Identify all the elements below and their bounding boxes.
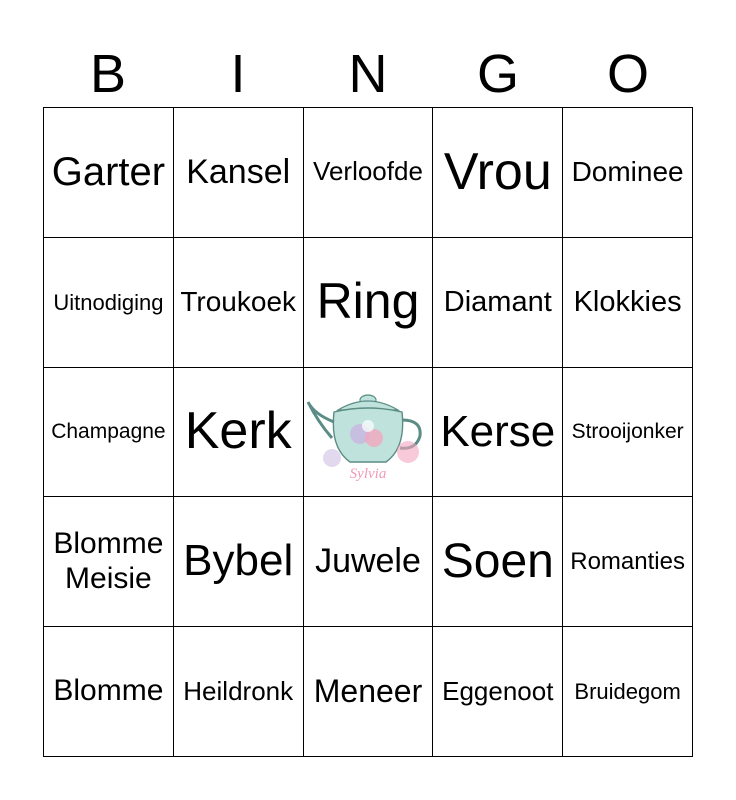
cell-ring[interactable] (304, 238, 434, 368)
free-space-cell[interactable] (304, 368, 434, 498)
cell-label: Heildronk (183, 675, 294, 706)
cell-label: Strooijonker (571, 419, 684, 443)
cell-label: Troukoek (180, 286, 297, 318)
signature-text: Sylvia (349, 465, 387, 482)
cell-strooijonker[interactable] (563, 368, 693, 498)
cell-heildronk[interactable] (174, 627, 304, 757)
cell-soen[interactable] (433, 497, 563, 627)
cell-label: Kansel (186, 152, 291, 191)
cell-blomme[interactable] (44, 627, 174, 757)
cell-label: Garter (51, 150, 166, 195)
cell-label: Juwele (315, 542, 421, 581)
cell-label: Meneer (313, 673, 423, 710)
cell-label: Blomme Meisie (53, 527, 164, 595)
cell-label: Eggenoot (442, 675, 554, 706)
cell-juwele[interactable] (304, 497, 434, 627)
cell-kansel[interactable] (174, 108, 304, 238)
header-letter-g: G (476, 44, 519, 104)
cell-label: Bybel (183, 536, 294, 586)
cell-dominee[interactable] (563, 108, 693, 238)
header-letter-i: I (230, 44, 246, 104)
cell-blomme-meisie[interactable] (44, 497, 174, 627)
cell-kerse[interactable] (433, 368, 563, 498)
cell-label: Klokkies (573, 285, 682, 318)
cell-label: Vrou (443, 142, 552, 201)
cell-klokkies[interactable] (563, 238, 693, 368)
header-letter-n: N (348, 44, 388, 104)
header-letter-b: B (89, 44, 127, 104)
cell-bybel[interactable] (174, 497, 304, 627)
cell-meneer[interactable] (304, 627, 434, 757)
bingo-header (43, 40, 693, 108)
cell-garter[interactable] (44, 108, 174, 238)
cell-eggenoot[interactable] (433, 627, 563, 757)
cell-diamant[interactable] (433, 238, 563, 368)
cell-label: Verloofde (313, 156, 423, 187)
header-letter-o: O (606, 44, 649, 104)
cell-verloofde[interactable] (304, 108, 434, 238)
bingo-grid (43, 107, 693, 757)
cell-label: Uitnodiging (53, 289, 164, 315)
cell-label: Blomme (53, 674, 164, 708)
cell-label: Ring (316, 273, 420, 330)
cell-label: Dominee (571, 156, 684, 188)
cell-label: Diamant (443, 285, 552, 318)
cell-uitnodiging[interactable] (44, 238, 174, 368)
cell-label: Bruidegom (574, 678, 681, 704)
cell-label: Champagne (51, 419, 166, 443)
cell-vrou[interactable] (433, 108, 563, 238)
cell-champagne[interactable] (44, 368, 174, 498)
cell-kerk[interactable] (174, 368, 304, 498)
cell-label: Kerk (184, 402, 292, 461)
cell-romanties[interactable] (563, 497, 693, 627)
cell-label: Soen (441, 535, 554, 589)
cell-label: Kerse (440, 406, 556, 456)
cell-troukoek[interactable] (174, 238, 304, 368)
teapot-icon (304, 378, 432, 486)
cell-bruidegom[interactable] (563, 627, 693, 757)
cell-label: Romanties (570, 547, 685, 575)
